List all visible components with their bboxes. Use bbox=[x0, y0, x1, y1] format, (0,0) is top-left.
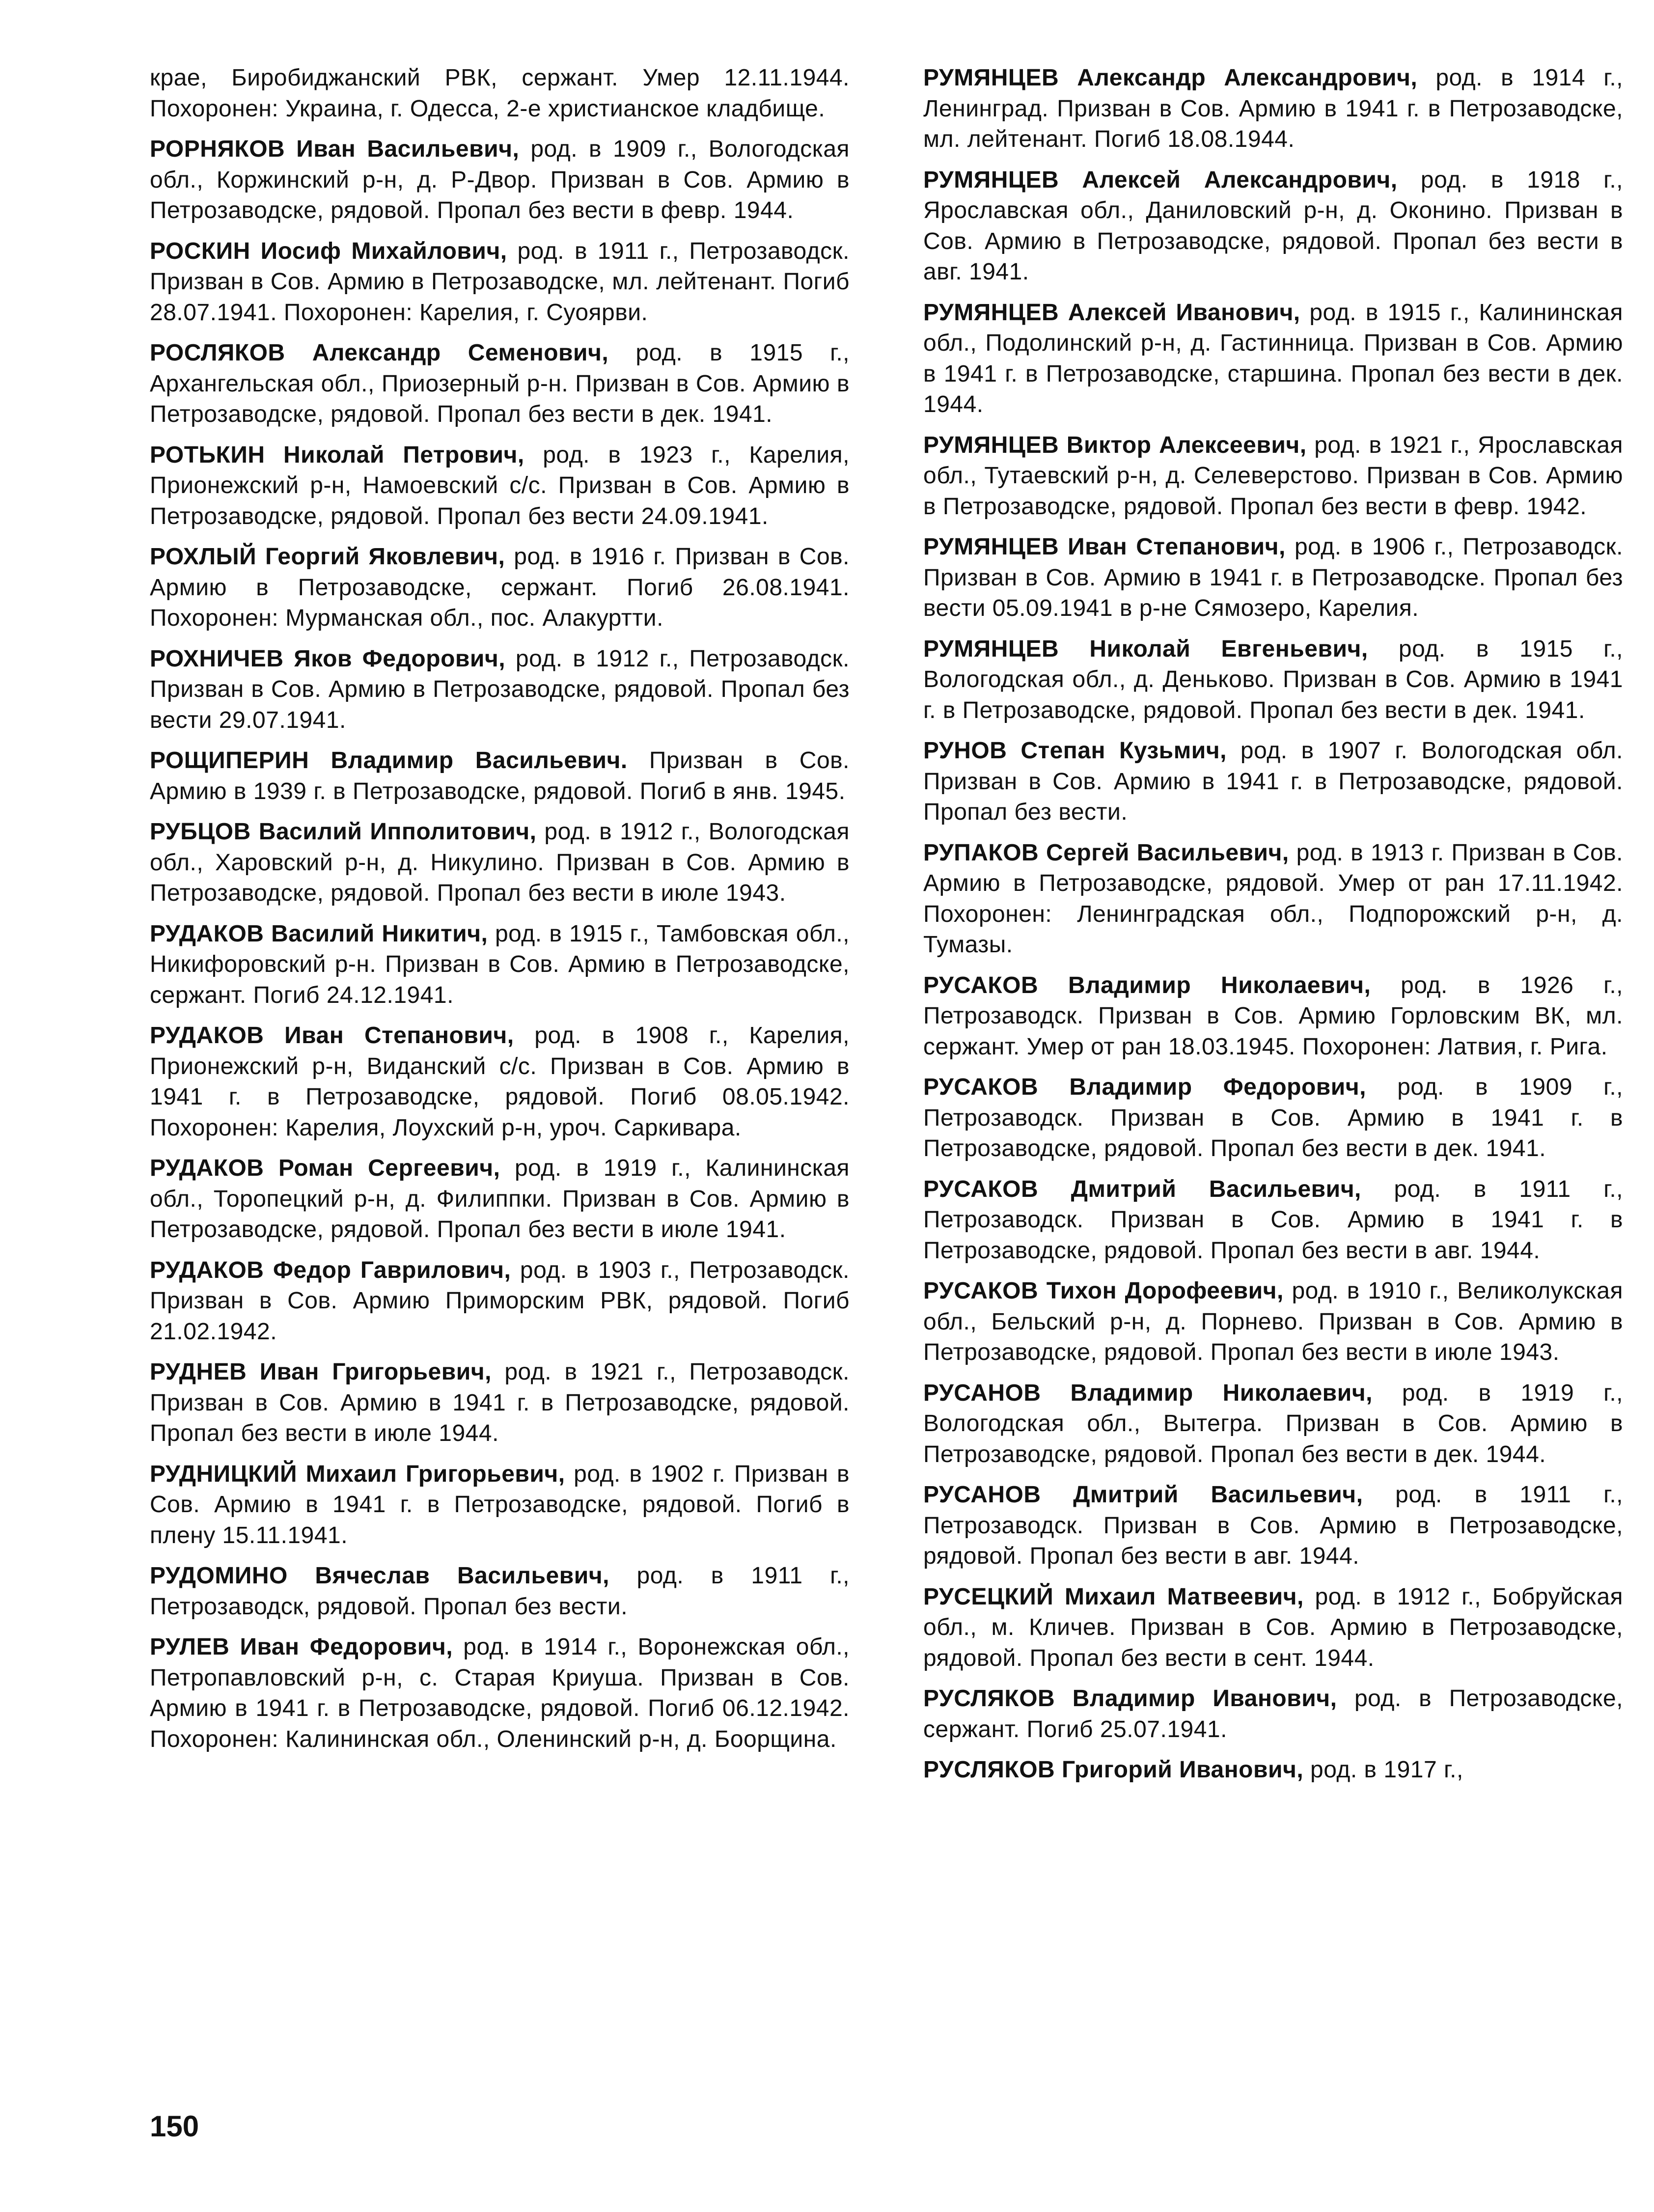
entry-name: РУСАКОВ Владимир Николаевич, bbox=[923, 972, 1371, 998]
entry-name: РУСЛЯКОВ Владимир Иванович, bbox=[923, 1686, 1337, 1712]
entry-name: РУДОМИНО Вячеслав Васильевич, bbox=[150, 1563, 609, 1589]
entry-text: род. в 1915 г., Калининская обл., Подолинский р-н, д. Гастинница. Призван в Сов. Армию в 1941 г. в Петрозаводске, старшина. Пропал без вести в дек. 1944. bbox=[923, 299, 1623, 417]
entry-name: РУМЯНЦЕВ Александр Александрович, bbox=[923, 65, 1418, 91]
entry bbox=[150, 817, 850, 909]
entry-name: РУМЯНЦЕВ Алексей Иванович, bbox=[923, 299, 1300, 326]
entry-name: РУСАКОВ Тихон Дорофеевич, bbox=[923, 1278, 1284, 1304]
entry bbox=[923, 532, 1623, 624]
entry-name: РУМЯНЦЕВ Николай Евгеньевич, bbox=[923, 636, 1368, 662]
entry-text: род. в 1917 г., bbox=[1303, 1757, 1463, 1783]
entry bbox=[923, 298, 1623, 420]
entry-text: род. в 1919 г., Калининская обл., Торопецкий р-н, д. Филиппки. Призван в Сов. Армию в Петрозаводске, рядовой. Пропал без вести в июле 1941. bbox=[150, 1155, 850, 1243]
entry-text: род. в 1910 г., Великолукская обл., Бельский р-н, д. Порнево. Призван в Сов. Армию в Петрозаводске, рядовой. Пропал без вести в июле 1943. bbox=[923, 1278, 1623, 1365]
entry bbox=[150, 134, 850, 226]
entry-name: РОСКИН Иосиф Михайлович, bbox=[150, 238, 507, 264]
entry-name: РУСЕЦКИЙ Михаил Матвеевич, bbox=[923, 1583, 1304, 1610]
entry-text: род. в 1906 г., Петрозаводск. Призван в Сов. Армию в 1941 г. в Петрозаводске. Пропал без вести 05.09.1941 в р-не Сямозеро, Карелия. bbox=[923, 534, 1624, 621]
entry-text: Призван в Сов. Армию в 1939 г. в Петрозаводске, рядовой. Погиб в янв. 1945. bbox=[150, 747, 850, 804]
entry-name: РУМЯНЦЕВ Иван Степанович, bbox=[923, 534, 1286, 560]
entry-name: РУДАКОВ Федор Гаврилович, bbox=[150, 1257, 511, 1283]
entry bbox=[150, 919, 850, 1011]
entry bbox=[150, 542, 850, 634]
entry bbox=[923, 63, 1623, 155]
left-column bbox=[150, 63, 850, 1765]
entry-text: род. в 1921 г., Ярославская обл., Тутаевский р-н, д. Селеверстово. Призван в Сов. Армию в Петрозаводске, рядовой. Пропал без вести в февр. 1942. bbox=[923, 432, 1623, 520]
entry-text: род. в 1909 г., Петрозаводск. Призван в Сов. Армию в 1941 г. в Петрозаводске, рядовой. Пропал без вести в дек. 1941. bbox=[923, 1074, 1624, 1161]
entry-text: род. в 1914 г., Ленинград. Призван в Сов. Армию в 1941 г. в Петрозаводске, мл. лейтенант. Погиб 18.08.1944. bbox=[923, 65, 1624, 152]
entry bbox=[150, 236, 850, 329]
entry-text: род. в 1903 г., Петрозаводск. Призван в Сов. Армию Приморским РВК, рядовой. Погиб 21.02.1942. bbox=[150, 1257, 850, 1345]
entry bbox=[923, 838, 1623, 961]
entry bbox=[150, 1153, 850, 1245]
entry-text: род. в 1916 г. Призван в Сов. Армию в Петрозаводске, сержант. Погиб 26.08.1941. Похоронен: Мурманская обл., пос. Алакуртти. bbox=[150, 544, 850, 631]
entry bbox=[923, 1072, 1623, 1164]
page-number: 150 bbox=[150, 2110, 199, 2143]
entry bbox=[150, 1459, 850, 1551]
entry bbox=[923, 736, 1623, 828]
entry-name: РУДАКОВ Роман Сергеевич, bbox=[150, 1155, 500, 1181]
entry-name: РУСЛЯКОВ Григорий Иванович, bbox=[923, 1757, 1304, 1783]
entry-name: РУДАКОВ Василий Никитич, bbox=[150, 920, 488, 947]
entry-name: РОЩИПЕРИН Владимир Васильевич. bbox=[150, 747, 628, 774]
entry-text: род. в 1919 г., Вологодская обл., Вытегра. Призван в Сов. Армию в Петрозаводске, рядовой. Пропал без вести в дек. 1944. bbox=[923, 1380, 1623, 1467]
entry-text: крае, Биробиджанский РВК, сержант. Умер 12.11.1944. Похоронен: Украина, г. Одесса, 2-е христианское кладбище. bbox=[150, 65, 850, 122]
entry-name: РУСАНОВ Дмитрий Васильевич, bbox=[923, 1482, 1363, 1508]
entry-text: род. в 1911 г., Петрозаводск. Призван в Сов. Армию в Петрозаводске, рядовой. Пропал без вести в авг. 1944. bbox=[923, 1482, 1624, 1569]
entry bbox=[923, 634, 1623, 726]
entry-text: род. в 1913 г. Призван в Сов. Армию в Петрозаводске, рядовой. Умер от ран 17.11.1942. Похоронен: Ленинградская обл., Подпорожский р-н, д. Тумазы. bbox=[923, 839, 1623, 958]
entry-text: род. в 1911 г., Петрозаводск, рядовой. Пропал без вести. bbox=[150, 1563, 850, 1620]
entry bbox=[923, 1480, 1623, 1572]
entry bbox=[923, 1276, 1623, 1368]
entry-text: род. в 1912 г., Бобруйская обл., м. Кличев. Призван в Сов. Армию в Петрозаводске, рядовой. Пропал без вести в сент. 1944. bbox=[923, 1583, 1624, 1671]
entry-text: род. в 1914 г., Воронежская обл., Петропавловский р-н, с. Старая Криуша. Призван в Сов. Армию в 1941 г. в Петрозаводске, рядовой. Погиб 06.12.1942. Похоронен: Калининская обл., Оленинский р-н, д. Боорщина. bbox=[150, 1634, 850, 1752]
entry-text: род. в 1921 г., Петрозаводск. Призван в Сов. Армию в 1941 г. в Петрозаводске, рядовой. Пропал без вести в июле 1944. bbox=[150, 1359, 850, 1446]
entry-name: РУСАКОВ Владимир Федорович, bbox=[923, 1074, 1367, 1100]
entry bbox=[150, 63, 850, 124]
entry-name: РУДНИЦКИЙ Михаил Григорьевич, bbox=[150, 1461, 565, 1487]
entry-name: РОТЬКИН Николай Петрович, bbox=[150, 442, 524, 468]
entry-name: РУДАКОВ Иван Степанович, bbox=[150, 1023, 514, 1049]
entry bbox=[150, 1561, 850, 1622]
entry-name: РУПАКОВ Сергей Васильевич, bbox=[923, 839, 1289, 866]
entry-name: РУЛЕВ Иван Федорович, bbox=[150, 1634, 453, 1660]
entry-text: род. в 1926 г., Петрозаводск. Призван в Сов. Армию Горловским ВК, мл. сержант. Умер от ран 18.03.1945. Похоронен: Латвия, г. Рига. bbox=[923, 972, 1624, 1060]
entry-name: РОХНИЧЕВ Яков Федорович, bbox=[150, 645, 506, 672]
entry bbox=[150, 1255, 850, 1348]
entry bbox=[150, 746, 850, 807]
entry-text: род. в 1915 г., Вологодская обл., д. Деньково. Призван в Сов. Армию в 1941 г. в Петрозаводске, рядовой. Пропал без вести в дек. 1941. bbox=[923, 636, 1624, 723]
entry bbox=[923, 1582, 1623, 1674]
entry-name: РОСЛЯКОВ Александр Семенович, bbox=[150, 340, 609, 366]
entry bbox=[150, 1357, 850, 1449]
entry-text: род. в 1902 г. Призван в Сов. Армию в 1941 г. в Петрозаводске, рядовой. Погиб в плену 15.11.1941. bbox=[150, 1461, 850, 1548]
entry bbox=[923, 1378, 1623, 1470]
entry-name: РУМЯНЦЕВ Алексей Александрович, bbox=[923, 166, 1398, 193]
entry-name: РУМЯНЦЕВ Виктор Алексеевич, bbox=[923, 432, 1307, 458]
entry-name: РУСАНОВ Владимир Николаевич, bbox=[923, 1380, 1373, 1406]
entry bbox=[923, 1174, 1623, 1267]
entry bbox=[150, 440, 850, 532]
entry bbox=[923, 165, 1623, 288]
entry-text: род. в 1911 г., Петрозаводск. Призван в Сов. Армию в 1941 г. в Петрозаводске, рядовой. Пропал без вести в авг. 1944. bbox=[923, 1176, 1624, 1264]
entry-name: РОРНЯКОВ Иван Васильевич, bbox=[150, 136, 520, 162]
entry-text: род. в 1915 г., Тамбовская обл., Никифоровский р-н. Призван в Сов. Армию в Петрозаводске, сержант. Погиб 24.12.1941. bbox=[150, 920, 850, 1008]
entry-text: род. в 1923 г., Карелия, Прионежский р-н, Намоевский с/с. Призван в Сов. Армию в Петрозаводске, рядовой. Пропал без вести 24.09.1941. bbox=[150, 442, 850, 529]
entry-name: РУБЦОВ Василий Ипполитович, bbox=[150, 819, 537, 845]
entry-name: РУДНЕВ Иван Григорьевич, bbox=[150, 1359, 492, 1385]
entry-text: род. в 1912 г., Петрозаводск. Призван в Сов. Армию в Петрозаводске, рядовой. Пропал без вести 29.07.1941. bbox=[150, 645, 850, 733]
entry bbox=[923, 430, 1623, 523]
entry-name: РОХЛЫЙ Георгий Яковлевич, bbox=[150, 544, 505, 570]
entry-text: род. в 1912 г., Вологодская обл., Харовский р-н, д. Никулино. Призван в Сов. Армию в Петрозаводске, рядовой. Пропал без вести в июле 1943. bbox=[150, 819, 850, 906]
entry-text: род. в 1909 г., Вологодская обл., Коржинский р-н, д. Р-Двор. Призван в Сов. Армию в Петрозаводске, рядовой. Пропал без вести в февр. 1944. bbox=[150, 136, 850, 223]
entry bbox=[150, 1021, 850, 1143]
entry-text: род. в 1908 г., Карелия, Прионежский р-н, Виданский с/с. Призван в Сов. Армию в 1941 г. в Петрозаводске, рядовой. Погиб 08.05.1942. Похоронен: Карелия, Лоухский р-н, уроч. Саркивара. bbox=[150, 1023, 850, 1141]
entry bbox=[150, 338, 850, 430]
entry-text: род. в Петрозаводске, сержант. Погиб 25.07.1941. bbox=[923, 1686, 1623, 1742]
right-column bbox=[923, 63, 1623, 1796]
entry bbox=[150, 644, 850, 736]
entry-text: род. в 1918 г., Ярославская обл., Даниловский р-н, д. Оконино. Призван в Сов. Армию в Петрозаводске, рядовой. Пропал без вести в авг. 1941. bbox=[923, 166, 1624, 285]
entry bbox=[150, 1632, 850, 1755]
entry bbox=[923, 1684, 1623, 1745]
entry-text: род. в 1911 г., Петрозаводск. Призван в Сов. Армию в Петрозаводске, мл. лейтенант. Погиб 28.07.1941. Похоронен: Карелия, г. Суоярви. bbox=[150, 238, 850, 326]
entry-text: род. в 1915 г., Архангельская обл., Приозерный р-н. Призван в Сов. Армию в Петрозаводске, рядовой. Пропал без вести в дек. 1941. bbox=[150, 340, 850, 427]
entry bbox=[923, 970, 1623, 1063]
entry-name: РУНОВ Степан Кузьмич, bbox=[923, 738, 1227, 764]
entry-text: род. в 1907 г. Вологодская обл. Призван в Сов. Армию в 1941 г. в Петрозаводске, рядовой. Пропал без вести. bbox=[923, 738, 1623, 825]
entry-name: РУСАКОВ Дмитрий Васильевич, bbox=[923, 1176, 1361, 1202]
entry bbox=[923, 1755, 1623, 1786]
